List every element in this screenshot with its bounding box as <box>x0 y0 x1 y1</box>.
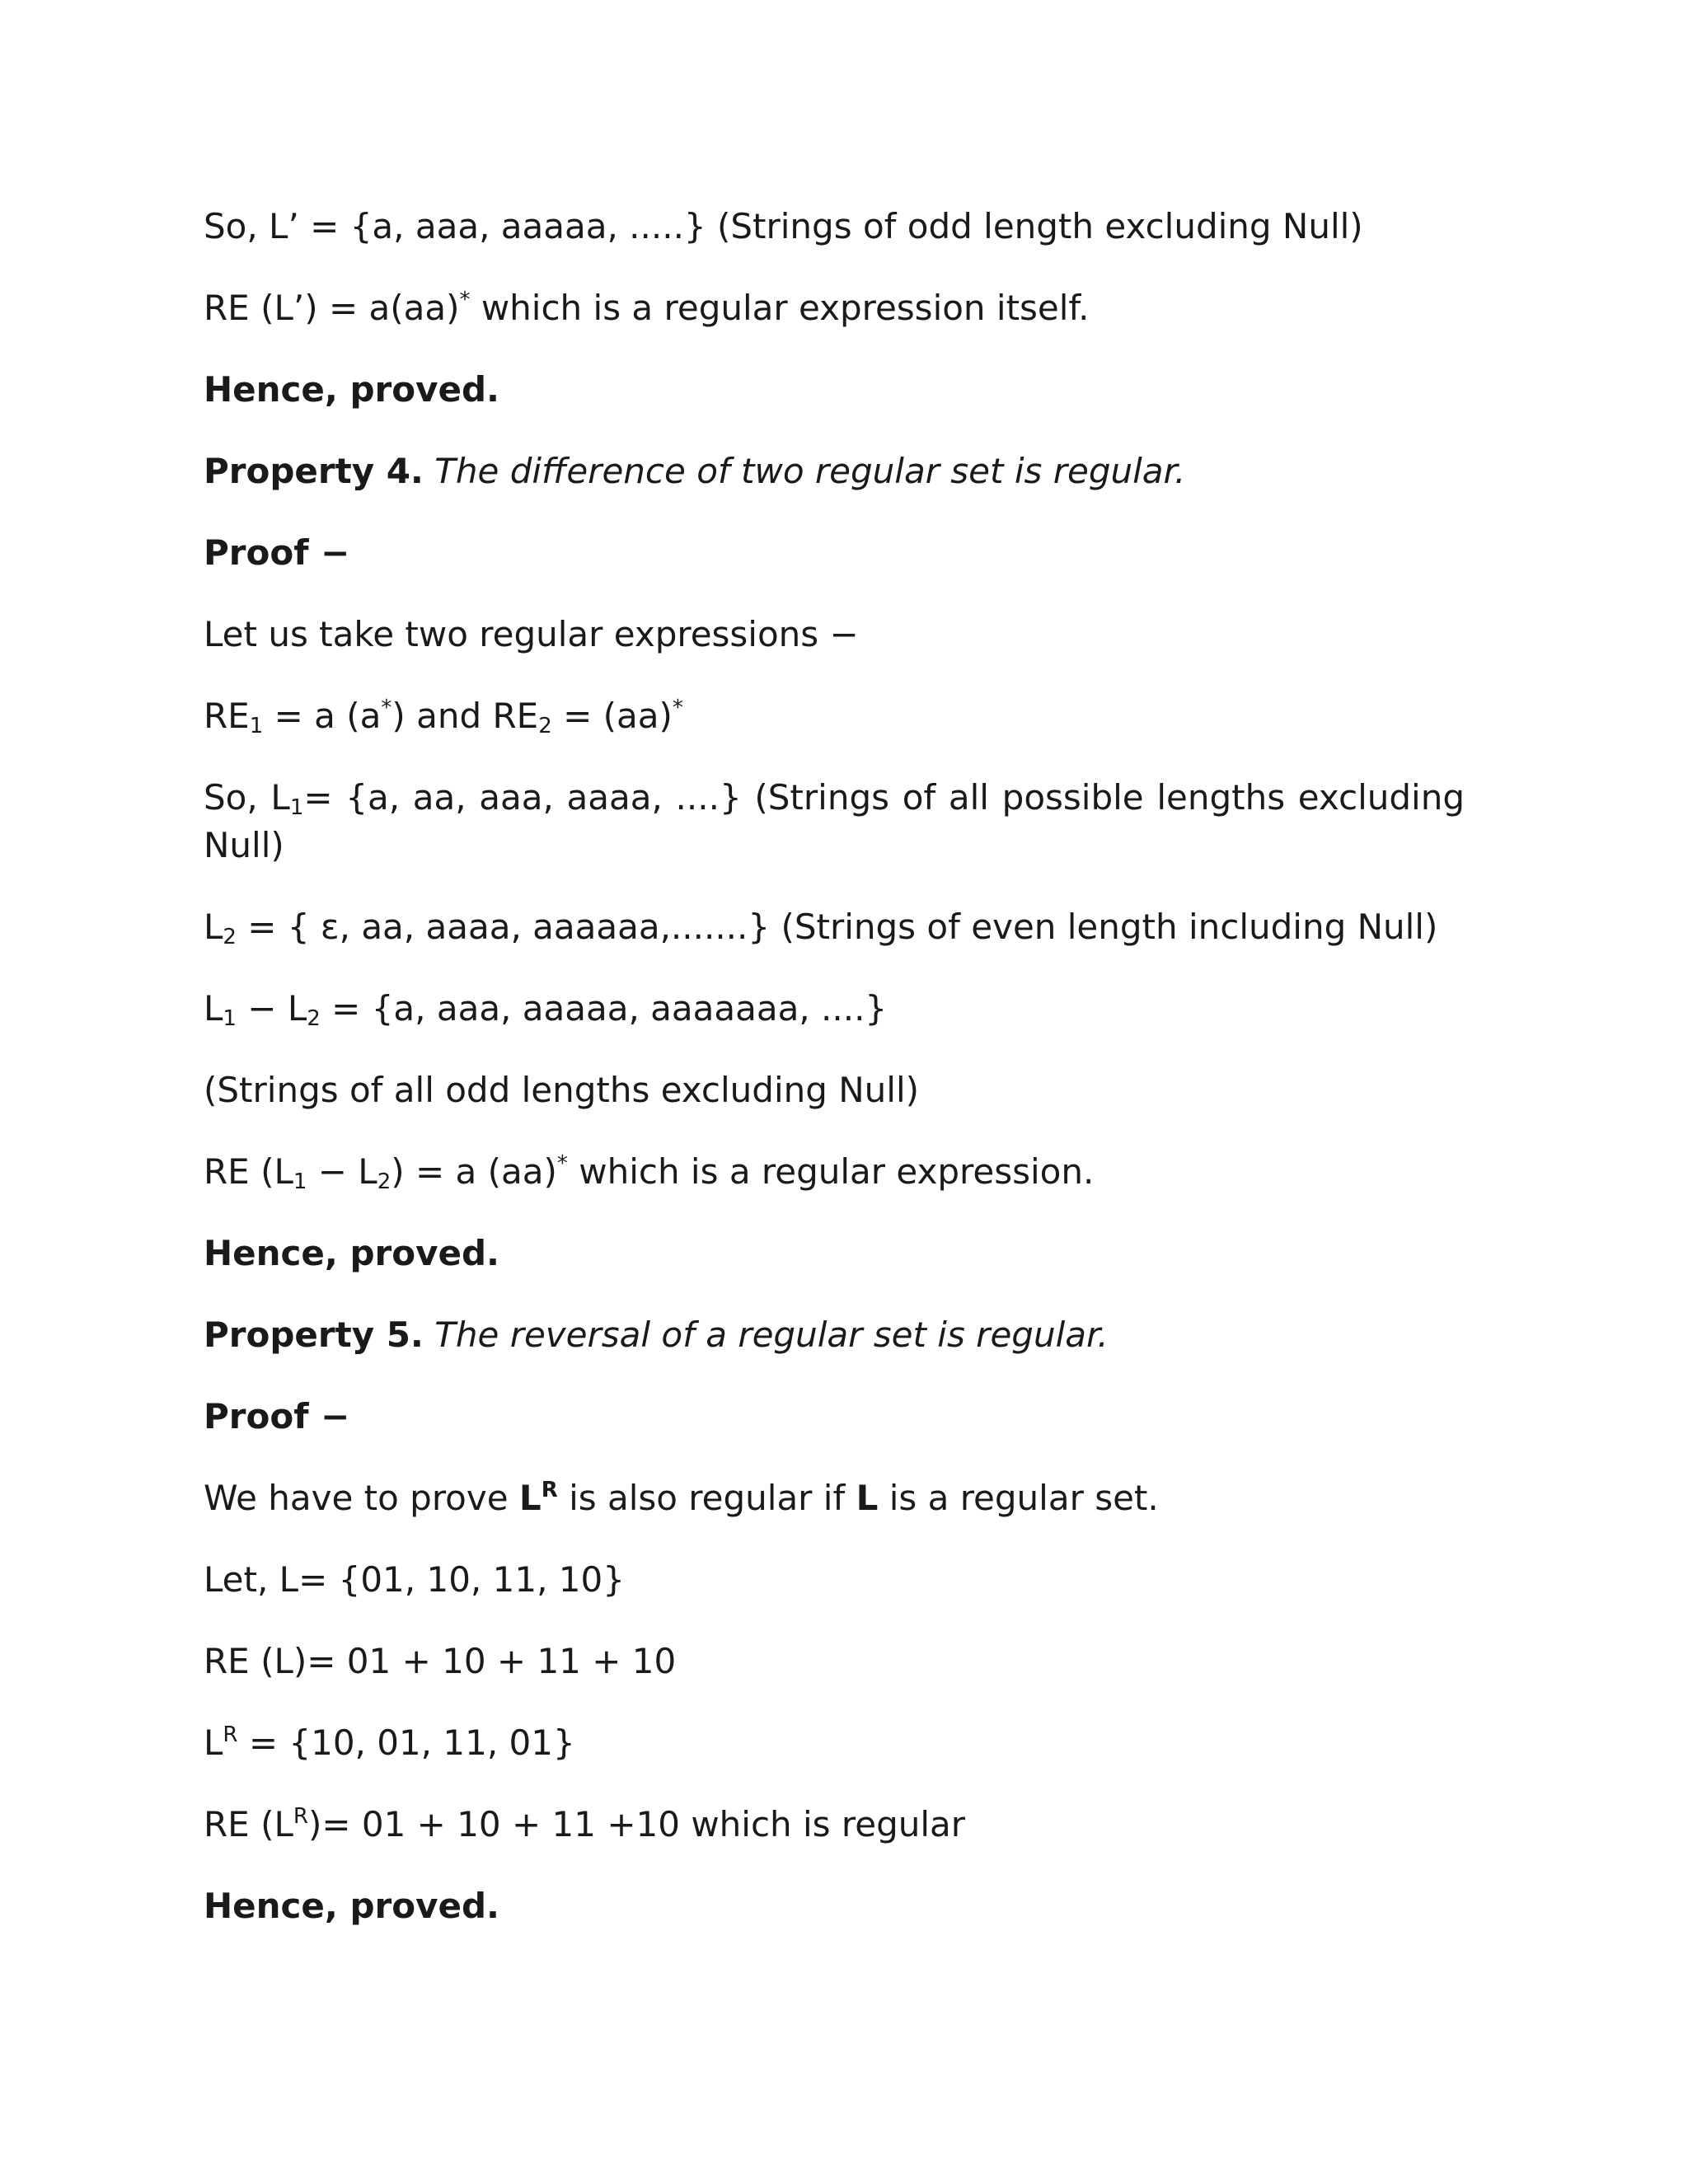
re-reversed-language-line <box>204 1801 965 1849</box>
hence-proved-3 <box>204 1882 499 1930</box>
language-l2-line <box>204 903 1437 951</box>
text: ) = a (aa) <box>391 1151 557 1192</box>
bold-text: L <box>518 1478 542 1518</box>
text: RE (L <box>204 1804 293 1844</box>
odd-lengths-note <box>204 1066 919 1114</box>
hence-proved-2 <box>204 1230 499 1277</box>
text: − L <box>236 988 307 1029</box>
text: RE <box>204 696 250 736</box>
superscript: * <box>556 1151 568 1176</box>
bold-text: Hence, proved. <box>204 1886 500 1926</box>
property-statement: The reversal of a regular set is regular. <box>434 1315 1109 1355</box>
subscript: 1 <box>293 1169 307 1194</box>
proof-heading-1 <box>204 529 349 577</box>
property-4-heading <box>204 448 1185 495</box>
superscript: R <box>541 1478 558 1502</box>
text: which is a regular expression itself. <box>470 288 1090 328</box>
text: So, L <box>204 777 290 818</box>
odd-language-line <box>204 203 1363 251</box>
text: Let, L= {01, 10, 11, 10} <box>204 1559 625 1600</box>
text: Let us take two regular expressions − <box>204 614 859 654</box>
text: L <box>204 907 223 947</box>
re-odd-language-line <box>204 284 1090 332</box>
text: L <box>204 1722 223 1763</box>
regular-expressions-line <box>204 692 683 740</box>
superscript: R <box>223 1722 238 1747</box>
text: = { ε, aa, aaaa, aaaaaa,.......} (Strings of even length including Null) <box>236 907 1438 947</box>
subscript: 2 <box>223 925 237 949</box>
bold-text: Proof − <box>204 1396 350 1436</box>
subscript: 1 <box>289 795 304 820</box>
property-label: Property 5. <box>204 1315 424 1355</box>
language-l1-line <box>204 774 1465 869</box>
text: RE (L)= 01 + 10 + 11 + 10 <box>204 1641 677 1681</box>
subscript: 2 <box>307 1006 321 1031</box>
text: = (aa) <box>551 696 673 736</box>
re-l-line <box>204 1638 676 1685</box>
property-label: Property 4. <box>204 451 424 491</box>
proof-heading-2 <box>204 1393 349 1441</box>
text: L <box>204 988 223 1029</box>
re-difference-line <box>204 1148 1094 1196</box>
subscript: 2 <box>377 1169 392 1194</box>
text: )= 01 + 10 + 11 +10 which is regular <box>307 1804 966 1844</box>
language-l-line <box>204 1556 625 1604</box>
text: − L <box>307 1151 377 1192</box>
difference-line <box>204 985 887 1033</box>
intro-line <box>204 611 859 658</box>
reversal-statement-line <box>204 1474 1159 1522</box>
superscript: R <box>293 1804 308 1829</box>
reversed-language-line <box>204 1719 575 1767</box>
text: So, L’ = {a, aaa, aaaaa, .....} (Strings of odd length excluding Null) <box>204 206 1363 246</box>
property-5-heading <box>204 1311 1109 1359</box>
bold-text: Hence, proved. <box>204 369 500 410</box>
text: We have to prove <box>204 1478 519 1518</box>
text: which is a regular expression. <box>567 1151 1095 1192</box>
text: RE (L <box>204 1151 293 1192</box>
superscript: * <box>381 696 392 720</box>
text: = {a, aaa, aaaaa, aaaaaaa, ....} <box>320 988 888 1029</box>
superscript: * <box>459 288 471 312</box>
text: = {a, aa, aaa, aaaa, ....} (Strings of all possible lengths excluding Null) <box>204 777 1465 865</box>
hence-proved-1 <box>204 366 499 414</box>
text: is a regular set. <box>878 1478 1159 1518</box>
text: RE (L’) = a(aa) <box>204 288 460 328</box>
text: = {10, 01, 11, 01} <box>237 1722 575 1763</box>
text: (Strings of all odd lengths excluding Null) <box>204 1070 920 1110</box>
bold-text: Hence, proved. <box>204 1233 500 1273</box>
text: = a (a <box>263 696 382 736</box>
bold-text: Proof − <box>204 532 350 573</box>
bold-text: L <box>856 1478 879 1518</box>
text: ) and RE <box>392 696 539 736</box>
text: is also regular if <box>557 1478 856 1518</box>
subscript: 1 <box>223 1006 237 1031</box>
subscript: 2 <box>538 714 552 738</box>
property-statement: The difference of two regular set is regular. <box>434 451 1186 491</box>
superscript: * <box>672 696 683 720</box>
subscript: 1 <box>249 714 264 738</box>
